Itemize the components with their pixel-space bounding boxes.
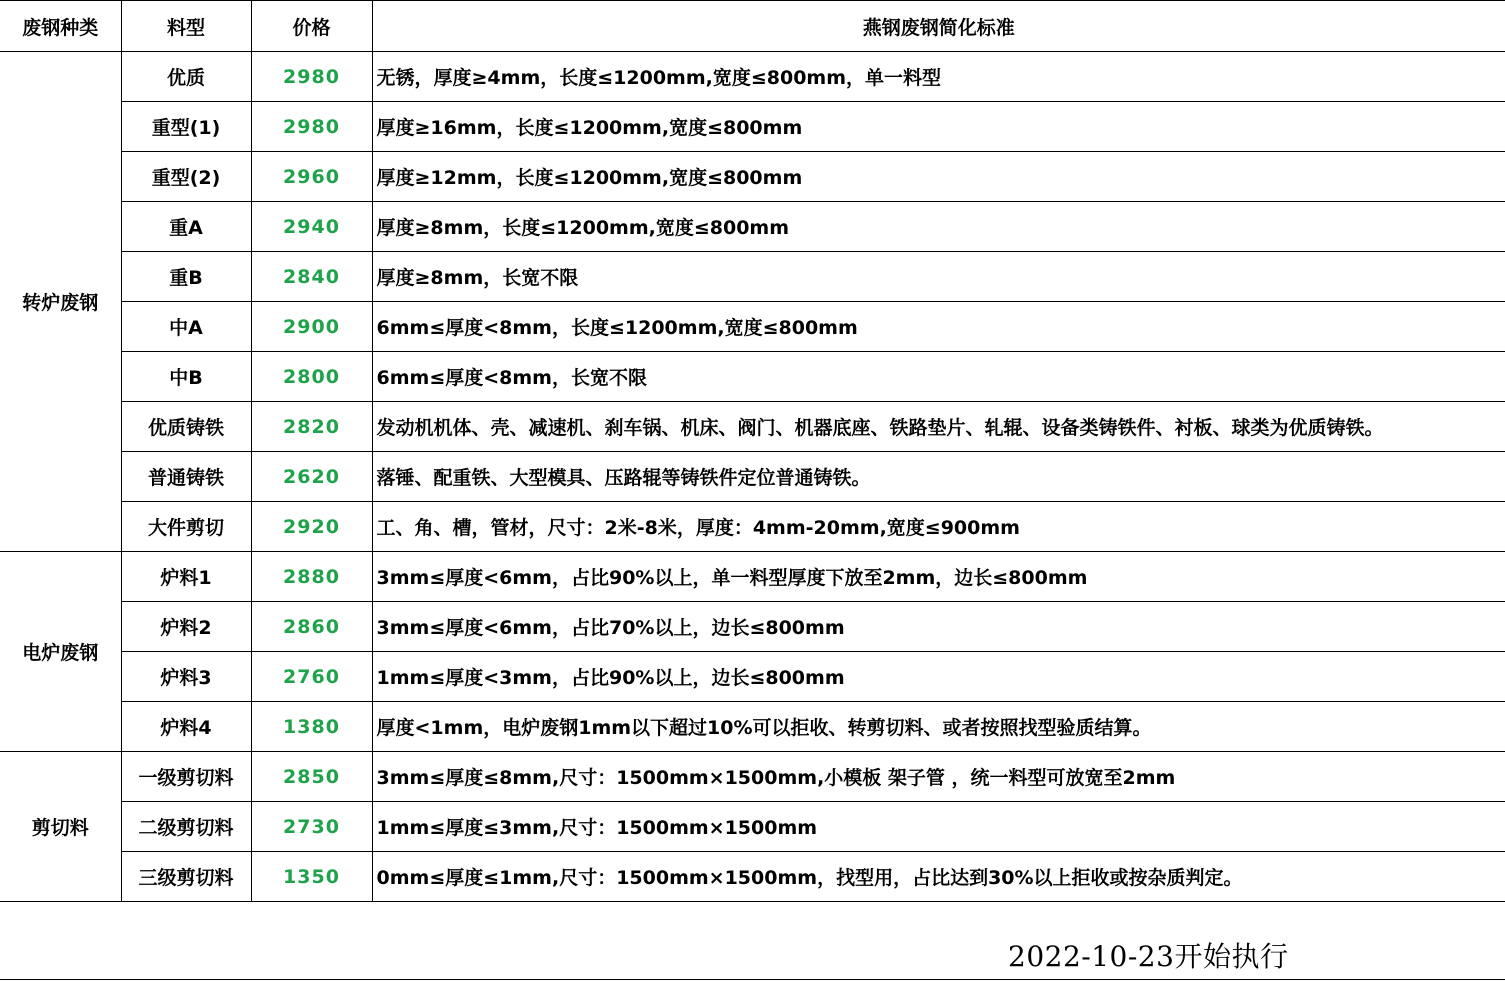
price-cell: 1350 — [251, 852, 372, 902]
type-cell: 炉料4 — [121, 702, 251, 752]
category-shear-scrap: 剪切料 — [0, 752, 121, 902]
standard-cell: 厚度≥8mm，长宽不限 — [372, 252, 1505, 302]
table-row — [0, 702, 1505, 752]
type-cell: 一级剪切料 — [121, 752, 251, 802]
price-cell: 2920 — [251, 502, 372, 552]
type-cell: 中A — [121, 302, 251, 352]
type-cell: 重型(1) — [121, 102, 251, 152]
table-row — [0, 452, 1505, 502]
price-cell: 2880 — [251, 552, 372, 602]
price-cell: 2960 — [251, 152, 372, 202]
table-row — [0, 352, 1505, 402]
type-cell: 大件剪切 — [121, 502, 251, 552]
type-cell: 优质 — [121, 52, 251, 102]
table-row — [0, 602, 1505, 652]
standard-cell: 厚度≥8mm，长度≤1200mm,宽度≤800mm — [372, 202, 1505, 252]
price-cell: 2850 — [251, 752, 372, 802]
price-cell: 2980 — [251, 102, 372, 152]
type-cell: 炉料3 — [121, 652, 251, 702]
header-type: 料型 — [121, 1, 251, 52]
type-cell: 炉料1 — [121, 552, 251, 602]
standard-cell: 3mm≤厚度≤8mm,尺寸：1500mm×1500mm,小模板 架子管 ，统一料型可放宽至2mm — [372, 752, 1505, 802]
standard-cell: 厚度<1mm，电炉废钢1mm以下超过10%可以拒收、转剪切料、或者按照找型验质结算。 — [372, 702, 1505, 752]
effective-date-note: 2022-10-23开始执行 — [1008, 940, 1289, 973]
price-cell: 2900 — [251, 302, 372, 352]
table-row — [0, 852, 1505, 902]
price-cell: 2730 — [251, 802, 372, 852]
type-cell: 重型(2) — [121, 152, 251, 202]
standard-cell: 厚度≥12mm，长度≤1200mm,宽度≤800mm — [372, 152, 1505, 202]
table-row — [0, 652, 1505, 702]
standard-cell: 0mm≤厚度≤1mm,尺寸：1500mm×1500mm，找型用，占比达到30%以上拒收或按杂质判定。 — [372, 852, 1505, 902]
standard-cell: 无锈，厚度≥4mm，长度≤1200mm,宽度≤800mm，单一料型 — [372, 52, 1505, 102]
standard-cell: 厚度≥16mm，长度≤1200mm,宽度≤800mm — [372, 102, 1505, 152]
price-cell: 2980 — [251, 52, 372, 102]
bottom-border-line — [0, 979, 1505, 980]
standard-cell: 6mm≤厚度<8mm，长宽不限 — [372, 352, 1505, 402]
table-row — [0, 502, 1505, 552]
type-cell: 二级剪切料 — [121, 802, 251, 852]
price-cell: 2820 — [251, 402, 372, 452]
price-cell: 2940 — [251, 202, 372, 252]
table-row — [0, 52, 1505, 102]
header-row — [0, 1, 1505, 52]
type-cell: 优质铸铁 — [121, 402, 251, 452]
table-row — [0, 752, 1505, 802]
header-category: 废钢种类 — [0, 1, 121, 52]
standard-cell: 落锤、配重铁、大型模具、压路辊等铸铁件定位普通铸铁。 — [372, 452, 1505, 502]
table-row — [0, 802, 1505, 852]
category-electric-furnace-scrap: 电炉废钢 — [0, 552, 121, 752]
price-cell: 2620 — [251, 452, 372, 502]
table-row — [0, 102, 1505, 152]
standard-cell: 6mm≤厚度<8mm，长度≤1200mm,宽度≤800mm — [372, 302, 1505, 352]
table-row — [0, 152, 1505, 202]
standard-cell: 工、角、槽，管材，尺寸：2米-8米，厚度：4mm-20mm,宽度≤900mm — [372, 502, 1505, 552]
table-row — [0, 202, 1505, 252]
type-cell: 炉料2 — [121, 602, 251, 652]
price-cell: 2840 — [251, 252, 372, 302]
price-cell: 2860 — [251, 602, 372, 652]
standard-cell: 1mm≤厚度<3mm，占比90%以上，边长≤800mm — [372, 652, 1505, 702]
header-price: 价格 — [251, 1, 372, 52]
standard-cell: 3mm≤厚度<6mm，占比90%以上，单一料型厚度下放至2mm，边长≤800mm — [372, 552, 1505, 602]
price-cell: 2800 — [251, 352, 372, 402]
category-converter-scrap: 转炉废钢 — [0, 52, 121, 552]
type-cell: 重A — [121, 202, 251, 252]
type-cell: 中B — [121, 352, 251, 402]
standard-cell: 发动机机体、壳、减速机、刹车锅、机床、阀门、机器底座、铁路垫片、轧辊、设备类铸铁件、衬板、球类为优质铸铁。 — [372, 402, 1505, 452]
price-cell: 1380 — [251, 702, 372, 752]
table-row — [0, 402, 1505, 452]
standard-cell: 3mm≤厚度<6mm，占比70%以上，边长≤800mm — [372, 602, 1505, 652]
table-row — [0, 552, 1505, 602]
header-standard: 燕钢废钢简化标准 — [372, 1, 1505, 52]
standard-cell: 1mm≤厚度≤3mm,尺寸：1500mm×1500mm — [372, 802, 1505, 852]
type-cell: 重B — [121, 252, 251, 302]
table-row — [0, 252, 1505, 302]
type-cell: 普通铸铁 — [121, 452, 251, 502]
type-cell: 三级剪切料 — [121, 852, 251, 902]
table-row — [0, 302, 1505, 352]
price-cell: 2760 — [251, 652, 372, 702]
